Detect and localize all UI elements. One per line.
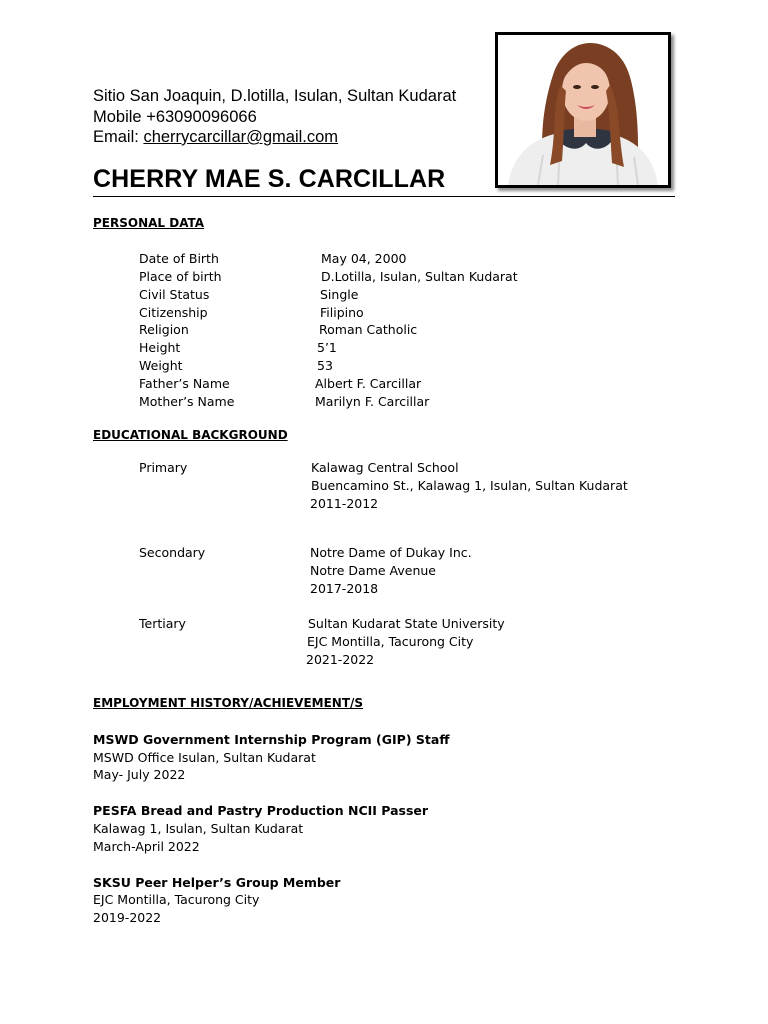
secondary-school: Notre Dame of Dukay Inc. <box>310 545 472 560</box>
religion-value: Roman Catholic <box>319 322 418 337</box>
dob-value: May 04, 2000 <box>321 251 407 266</box>
job-place: EJC Montilla, Tacurong City <box>93 892 260 907</box>
birthplace-label: Place of birth <box>139 269 222 284</box>
portrait-image <box>498 35 668 185</box>
height-value: 5’1 <box>317 340 337 355</box>
tertiary-label: Tertiary <box>139 616 186 631</box>
job-place: MSWD Office Isulan, Sultan Kudarat <box>93 750 316 765</box>
job-place: Kalawag 1, Isulan, Sultan Kudarat <box>93 821 304 836</box>
primary-years: 2011-2012 <box>310 496 379 511</box>
personal-data-heading: PERSONAL DATA <box>93 216 205 230</box>
tertiary-school: Sultan Kudarat State University <box>308 616 505 631</box>
weight-label: Weight <box>139 358 183 373</box>
father-name-label: Father’s Name <box>139 376 230 391</box>
primary-address: Buencamino St., Kalawag 1, Isulan, Sultan Kudarat <box>311 478 628 493</box>
height-label: Height <box>139 340 181 355</box>
candidate-name: CHERRY MAE S. CARCILLAR <box>93 165 446 193</box>
profile-photo <box>495 32 671 188</box>
religion-label: Religion <box>139 322 189 337</box>
job-date: May- July 2022 <box>93 767 186 782</box>
tertiary-address: EJC Montilla, Tacurong City <box>307 634 474 649</box>
mother-name-value: Marilyn F. Carcillar <box>315 394 430 409</box>
job-title: PESFA Bread and Pastry Production NCII Passer <box>93 803 429 818</box>
secondary-address: Notre Dame Avenue <box>310 563 436 578</box>
mobile-line: Mobile +63090096066 <box>93 107 257 126</box>
tertiary-years: 2021-2022 <box>306 652 375 667</box>
secondary-years: 2017-2018 <box>310 581 379 596</box>
email-line <box>93 127 456 148</box>
citizenship-label: Citizenship <box>139 305 208 320</box>
dob-label: Date of Birth <box>139 251 219 266</box>
weight-value: 53 <box>317 358 333 373</box>
mother-name-label: Mother’s Name <box>139 394 235 409</box>
education-heading: EDUCATIONAL BACKGROUND <box>93 428 288 442</box>
contact-block <box>93 86 456 148</box>
employment-heading: EMPLOYMENT HISTORY/ACHIEVEMENT/S <box>93 696 364 710</box>
email-link[interactable]: cherrycarcillar@gmail.com <box>143 128 339 146</box>
father-name-value: Albert F. Carcillar <box>315 376 422 391</box>
birthplace-value: D.Lotilla, Isulan, Sultan Kudarat <box>321 269 518 284</box>
address-line: Sitio San Joaquin, D.lotilla, Isulan, Sultan Kudarat <box>93 87 457 105</box>
citizenship-value: Filipino <box>320 305 364 320</box>
job-date: March-April 2022 <box>93 839 200 854</box>
header-divider <box>93 196 675 197</box>
email-label: Email: <box>93 128 144 146</box>
secondary-label: Secondary <box>139 545 206 560</box>
job-title: MSWD Government Internship Program (GIP) Staff <box>93 732 450 747</box>
primary-school: Kalawag Central School <box>311 460 459 475</box>
primary-label: Primary <box>139 460 188 475</box>
civil-status-value: Single <box>320 287 359 302</box>
civil-status-label: Civil Status <box>139 287 210 302</box>
job-date: 2019-2022 <box>93 910 162 925</box>
job-title: SKSU Peer Helper’s Group Member <box>93 875 341 890</box>
